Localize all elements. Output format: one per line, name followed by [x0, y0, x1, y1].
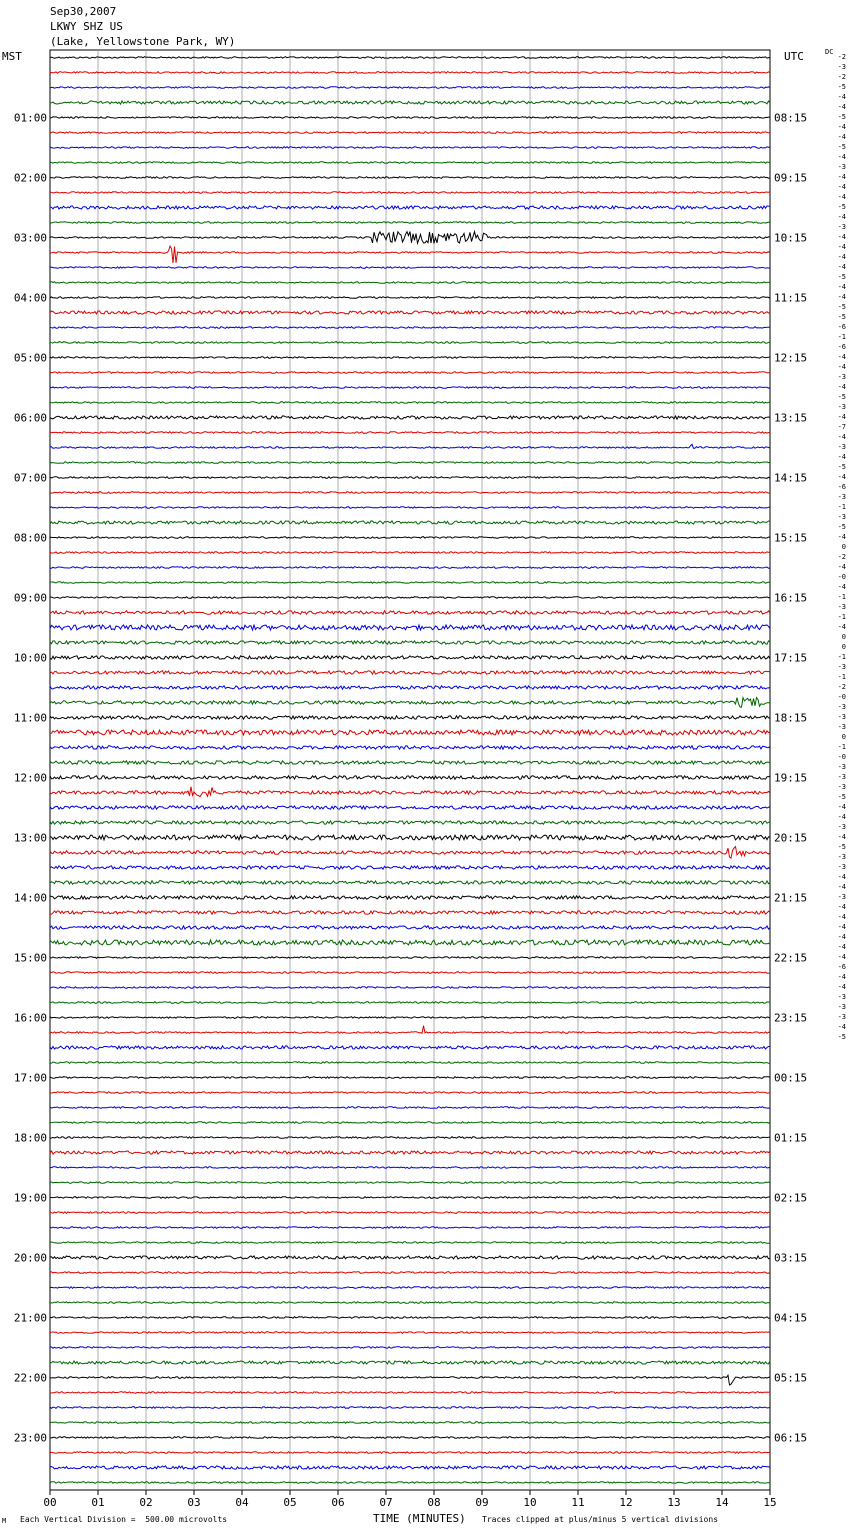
seismic-trace	[50, 267, 770, 269]
x-tick-label: 01	[91, 1496, 105, 1509]
seismic-trace	[50, 282, 770, 284]
seismic-trace	[50, 1046, 770, 1049]
dc-offset-value: -4	[837, 253, 846, 261]
dc-offset-value: -5	[837, 83, 846, 91]
seismic-trace	[50, 1167, 770, 1169]
seismic-trace	[50, 761, 770, 764]
dc-offset-value: -4	[837, 103, 846, 111]
seismic-trace	[50, 206, 770, 209]
seismic-trace	[50, 1466, 770, 1469]
seismic-trace	[50, 1026, 770, 1034]
dc-offset-value: -1	[837, 593, 846, 601]
left-hour-label: 21:00	[13, 1311, 47, 1325]
dc-offset-value: -1	[837, 653, 846, 661]
station-label: LKWY SHZ US	[50, 20, 123, 33]
left-hour-label: 16:00	[13, 1011, 47, 1025]
dc-offset-value: -2	[837, 53, 846, 61]
seismic-trace	[50, 1077, 770, 1079]
seismic-trace	[50, 835, 770, 840]
seismic-trace	[50, 671, 770, 674]
dc-offset-value: 0	[841, 633, 846, 641]
dc-offset-value: -3	[837, 783, 846, 791]
seismic-trace	[50, 641, 770, 644]
seismic-trace	[50, 746, 770, 749]
x-tick-label: 03	[187, 1496, 201, 1509]
right-hour-label: 19:15	[774, 771, 808, 785]
dc-offset-value: -3	[837, 723, 846, 731]
seismic-trace	[50, 232, 770, 244]
seismic-trace	[50, 1002, 770, 1004]
plot-frame	[50, 50, 770, 1490]
seismic-trace	[50, 1392, 770, 1394]
seismic-trace	[50, 957, 770, 959]
dc-offset-value: -2	[837, 73, 846, 81]
seismic-trace	[50, 311, 770, 314]
right-hour-label: 13:15	[774, 411, 808, 425]
dc-offset-value: -3	[837, 863, 846, 871]
seismic-trace	[50, 177, 770, 179]
left-hour-label: 03:00	[13, 231, 47, 245]
right-hour-label: 23:15	[774, 1011, 808, 1025]
left-hour-label: 11:00	[13, 711, 47, 725]
location-label: (Lake, Yellowstone Park, WY)	[50, 35, 236, 48]
dc-offset-value: -4	[837, 93, 846, 101]
seismic-trace	[50, 521, 770, 524]
right-hour-label: 01:15	[774, 1131, 808, 1145]
seismic-trace	[50, 911, 770, 914]
seismic-trace	[50, 776, 770, 779]
x-tick-label: 14	[715, 1496, 729, 1509]
seismic-trace	[50, 1287, 770, 1289]
x-tick-label: 04	[235, 1496, 249, 1509]
dc-offset-value: -4	[837, 183, 846, 191]
seismic-trace	[50, 1361, 770, 1364]
dc-offset-value: -4	[837, 413, 846, 421]
seismic-trace	[50, 132, 770, 134]
seismic-trace	[50, 866, 770, 869]
dc-offset-value: -4	[837, 153, 846, 161]
dc-offset-value: -3	[837, 703, 846, 711]
right-timezone-label: UTC	[784, 50, 804, 63]
dc-offset-value: -4	[837, 883, 846, 891]
dc-offset-value: -6	[837, 343, 846, 351]
x-tick-label: 09	[475, 1496, 489, 1509]
dc-offset-value: -4	[837, 803, 846, 811]
seismic-trace	[50, 72, 770, 74]
left-hour-label: 07:00	[13, 471, 47, 485]
left-hour-label: 08:00	[13, 531, 47, 545]
dc-offset-value: -4	[837, 193, 846, 201]
dc-offset-value: -6	[837, 963, 846, 971]
seismic-trace	[50, 372, 770, 374]
dc-offset-value: -0	[837, 693, 846, 701]
seismic-trace	[50, 1347, 770, 1349]
dc-offset-value: -3	[837, 893, 846, 901]
dc-offset-value: -4	[837, 433, 846, 441]
seismic-trace	[50, 597, 770, 599]
right-hour-label: 09:15	[774, 171, 808, 185]
dc-offset-value: -3	[837, 853, 846, 861]
dc-offset-value: -5	[837, 273, 846, 281]
dc-label: DC	[825, 48, 834, 56]
dc-offset-value: -3	[837, 403, 846, 411]
seismic-trace	[50, 926, 770, 929]
dc-offset-value: -4	[837, 1023, 846, 1031]
left-hour-label: 10:00	[13, 651, 47, 665]
seismic-trace	[50, 1332, 770, 1334]
seismic-trace	[50, 1437, 770, 1439]
seismic-trace	[50, 87, 770, 89]
dc-offset-value: -3	[837, 443, 846, 451]
dc-offset-value: -4	[837, 213, 846, 221]
left-hour-label: 13:00	[13, 831, 47, 845]
x-tick-label: 08	[427, 1496, 441, 1509]
seismic-trace	[50, 101, 770, 104]
seismic-trace	[50, 972, 770, 974]
x-tick-label: 10	[523, 1496, 537, 1509]
right-hour-label: 10:15	[774, 231, 808, 245]
dc-offset-value: -5	[837, 843, 846, 851]
dc-offset-value: 0	[841, 643, 846, 651]
dc-offset-value: -3	[837, 713, 846, 721]
seismic-trace	[50, 416, 770, 419]
right-hour-label: 22:15	[774, 951, 808, 965]
x-axis-title: TIME (MINUTES)	[373, 1512, 466, 1525]
x-tick-label: 13	[667, 1496, 681, 1509]
seismic-trace	[50, 656, 770, 659]
seismic-trace	[50, 698, 770, 708]
left-hour-label: 19:00	[13, 1191, 47, 1205]
dc-offset-value: -5	[837, 1033, 846, 1041]
x-tick-label: 02	[139, 1496, 153, 1509]
dc-offset-value: -3	[837, 603, 846, 611]
seismic-trace	[50, 1242, 770, 1244]
dc-offset-value: -4	[837, 383, 846, 391]
clip-note: Traces clipped at plus/minus 5 vertical divisions	[482, 1515, 719, 1524]
x-tick-label: 15	[763, 1496, 777, 1509]
right-hour-label: 18:15	[774, 711, 808, 725]
seismic-trace	[50, 806, 770, 809]
left-hour-label: 01:00	[13, 111, 47, 125]
dc-offset-value: -3	[837, 63, 846, 71]
dc-offset-value: -1	[837, 613, 846, 621]
left-hour-label: 17:00	[13, 1071, 47, 1085]
dc-offset-value: -4	[837, 173, 846, 181]
x-tick-label: 07	[379, 1496, 393, 1509]
right-hour-label: 17:15	[774, 651, 808, 665]
seismic-trace	[50, 821, 770, 824]
seismic-trace	[50, 1407, 770, 1409]
dc-offset-value: -6	[837, 323, 846, 331]
seismic-trace	[50, 387, 770, 389]
seismic-trace	[50, 1422, 770, 1424]
dc-offset-value: -4	[837, 533, 846, 541]
seismic-trace	[50, 567, 770, 569]
dc-offset-value: -4	[837, 953, 846, 961]
dc-offset-value: 0	[841, 733, 846, 741]
seismic-trace	[50, 1227, 770, 1229]
dc-offset-value: -3	[837, 163, 846, 171]
seismic-trace	[50, 1482, 770, 1484]
left-hour-label: 20:00	[13, 1251, 47, 1265]
right-hour-label: 15:15	[774, 531, 808, 545]
dc-offset-value: -5	[837, 313, 846, 321]
dc-offset-value: -4	[837, 233, 846, 241]
seismic-trace	[50, 1122, 770, 1124]
dc-offset-value: -3	[837, 513, 846, 521]
date-label: Sep30,2007	[50, 5, 117, 18]
left-timezone-label: MST	[2, 50, 22, 63]
left-hour-label: 23:00	[13, 1431, 47, 1445]
dc-offset-value: -5	[837, 113, 846, 121]
left-hour-label: 18:00	[13, 1131, 47, 1145]
seismic-trace	[50, 987, 770, 989]
dc-offset-value: -4	[837, 243, 846, 251]
dc-offset-value: -5	[837, 393, 846, 401]
dc-offset-value: -5	[837, 303, 846, 311]
seismic-trace	[50, 552, 770, 554]
left-hour-label: 02:00	[13, 171, 47, 185]
right-hour-label: 00:15	[774, 1071, 808, 1085]
dc-offset-value: -3	[837, 663, 846, 671]
left-hour-label: 04:00	[13, 291, 47, 305]
dc-offset-value: -4	[837, 943, 846, 951]
left-hour-label: 05:00	[13, 351, 47, 365]
seismic-trace	[50, 1197, 770, 1199]
dc-offset-value: -3	[837, 373, 846, 381]
seismic-trace	[50, 1256, 770, 1259]
dc-offset-value: -1	[837, 503, 846, 511]
seismic-trace	[50, 537, 770, 539]
dc-offset-value: -0	[837, 753, 846, 761]
x-tick-label: 12	[619, 1496, 633, 1509]
x-tick-label: 00	[43, 1496, 57, 1509]
seismic-trace	[50, 1182, 770, 1184]
scale-note: Each Vertical Division = 500.00 microvolts	[20, 1515, 228, 1524]
seismic-trace	[50, 686, 770, 689]
dc-offset-value: -1	[837, 673, 846, 681]
right-hour-label: 16:15	[774, 591, 808, 605]
dc-offset-value: -4	[837, 453, 846, 461]
right-hour-label: 14:15	[774, 471, 808, 485]
seismic-trace	[50, 147, 770, 149]
corner-mark: M	[2, 1517, 7, 1525]
left-hour-label: 15:00	[13, 951, 47, 965]
dc-offset-value: -3	[837, 223, 846, 231]
right-hour-label: 12:15	[774, 351, 808, 365]
right-hour-label: 02:15	[774, 1191, 808, 1205]
dc-offset-value: -4	[837, 983, 846, 991]
right-hour-label: 21:15	[774, 891, 808, 905]
dc-offset-value: -5	[837, 793, 846, 801]
seismic-trace	[50, 432, 770, 434]
right-hour-label: 03:15	[774, 1251, 808, 1265]
seismic-trace	[50, 847, 770, 859]
left-hour-label: 06:00	[13, 411, 47, 425]
dc-offset-value: -4	[837, 833, 846, 841]
dc-offset-value: -5	[837, 523, 846, 531]
seismic-trace	[50, 246, 770, 263]
dc-offset-value: -0	[837, 573, 846, 581]
seismic-trace	[50, 881, 770, 884]
seismic-trace	[50, 327, 770, 329]
seismic-trace	[50, 1302, 770, 1304]
seismic-trace	[50, 402, 770, 404]
dc-offset-value: -3	[837, 823, 846, 831]
dc-offset-value: -6	[837, 483, 846, 491]
dc-offset-value: -4	[837, 623, 846, 631]
right-hour-label: 20:15	[774, 831, 808, 845]
seismic-trace	[50, 492, 770, 494]
seismic-trace	[50, 1062, 770, 1064]
seismic-trace	[50, 1212, 770, 1214]
dc-offset-value: -4	[837, 363, 846, 371]
right-hour-label: 05:15	[774, 1371, 808, 1385]
seismic-trace	[50, 1107, 770, 1109]
right-hour-label: 11:15	[774, 291, 808, 305]
seismic-trace	[50, 1092, 770, 1094]
seismic-trace	[50, 611, 770, 614]
seismic-trace	[50, 1272, 770, 1274]
dc-offset-value: -4	[837, 133, 846, 141]
seismic-trace	[50, 1151, 770, 1154]
seismic-trace	[50, 444, 770, 448]
x-tick-label: 05	[283, 1496, 297, 1509]
seismic-trace	[50, 1452, 770, 1454]
dc-offset-value: -4	[837, 293, 846, 301]
dc-offset-value: -3	[837, 773, 846, 781]
dc-offset-value: -3	[837, 1003, 846, 1011]
dc-offset-value: -5	[837, 203, 846, 211]
seismic-trace	[50, 162, 770, 164]
right-hour-label: 08:15	[774, 111, 808, 125]
dc-offset-value: -3	[837, 993, 846, 1001]
right-hour-label: 04:15	[774, 1311, 808, 1325]
seismic-trace	[50, 625, 770, 630]
seismic-trace	[50, 1375, 770, 1385]
dc-offset-value: -4	[837, 913, 846, 921]
seismic-trace	[50, 117, 770, 119]
dc-offset-value: -4	[837, 873, 846, 881]
seismic-trace	[50, 1137, 770, 1139]
seismic-trace	[50, 1017, 770, 1019]
dc-offset-value: -4	[837, 973, 846, 981]
seismic-trace	[50, 342, 770, 344]
dc-offset-value: -1	[837, 333, 846, 341]
x-tick-label: 11	[571, 1496, 585, 1509]
left-hour-label: 09:00	[13, 591, 47, 605]
seismic-trace	[50, 192, 770, 194]
seismic-trace	[50, 1317, 770, 1319]
dc-offset-value: -4	[837, 123, 846, 131]
dc-offset-value: -5	[837, 463, 846, 471]
dc-offset-value: -4	[837, 473, 846, 481]
seismic-trace	[50, 940, 770, 945]
seismic-trace	[50, 477, 770, 479]
dc-offset-value: -4	[837, 353, 846, 361]
seismic-trace	[50, 357, 770, 359]
dc-offset-value: -4	[837, 813, 846, 821]
dc-offset-value: -2	[837, 553, 846, 561]
dc-offset-value: -3	[837, 763, 846, 771]
seismic-trace	[50, 716, 770, 719]
right-hour-label: 06:15	[774, 1431, 808, 1445]
x-tick-label: 06	[331, 1496, 345, 1509]
left-hour-label: 12:00	[13, 771, 47, 785]
dc-offset-value: -4	[837, 933, 846, 941]
dc-offset-value: -1	[837, 743, 846, 751]
dc-offset-value: -4	[837, 283, 846, 291]
seismic-trace	[50, 730, 770, 735]
left-hour-label: 14:00	[13, 891, 47, 905]
seismic-trace	[50, 582, 770, 584]
dc-offset-value: -3	[837, 493, 846, 501]
dc-offset-value: -5	[837, 143, 846, 151]
seismic-trace	[50, 462, 770, 464]
dc-offset-value: -4	[837, 923, 846, 931]
dc-offset-value: -4	[837, 903, 846, 911]
left-hour-label: 22:00	[13, 1371, 47, 1385]
dc-offset-value: 0	[841, 543, 846, 551]
dc-offset-value: -2	[837, 683, 846, 691]
dc-offset-value: -3	[837, 1013, 846, 1021]
dc-offset-value: -4	[837, 583, 846, 591]
dc-offset-value: -4	[837, 563, 846, 571]
seismic-trace	[50, 507, 770, 509]
seismic-trace	[50, 222, 770, 224]
seismic-trace	[50, 787, 770, 797]
seismic-trace	[50, 896, 770, 899]
seismic-trace	[50, 57, 770, 59]
seismic-trace	[50, 297, 770, 299]
dc-offset-value: -4	[837, 263, 846, 271]
dc-offset-value: -7	[837, 423, 846, 431]
